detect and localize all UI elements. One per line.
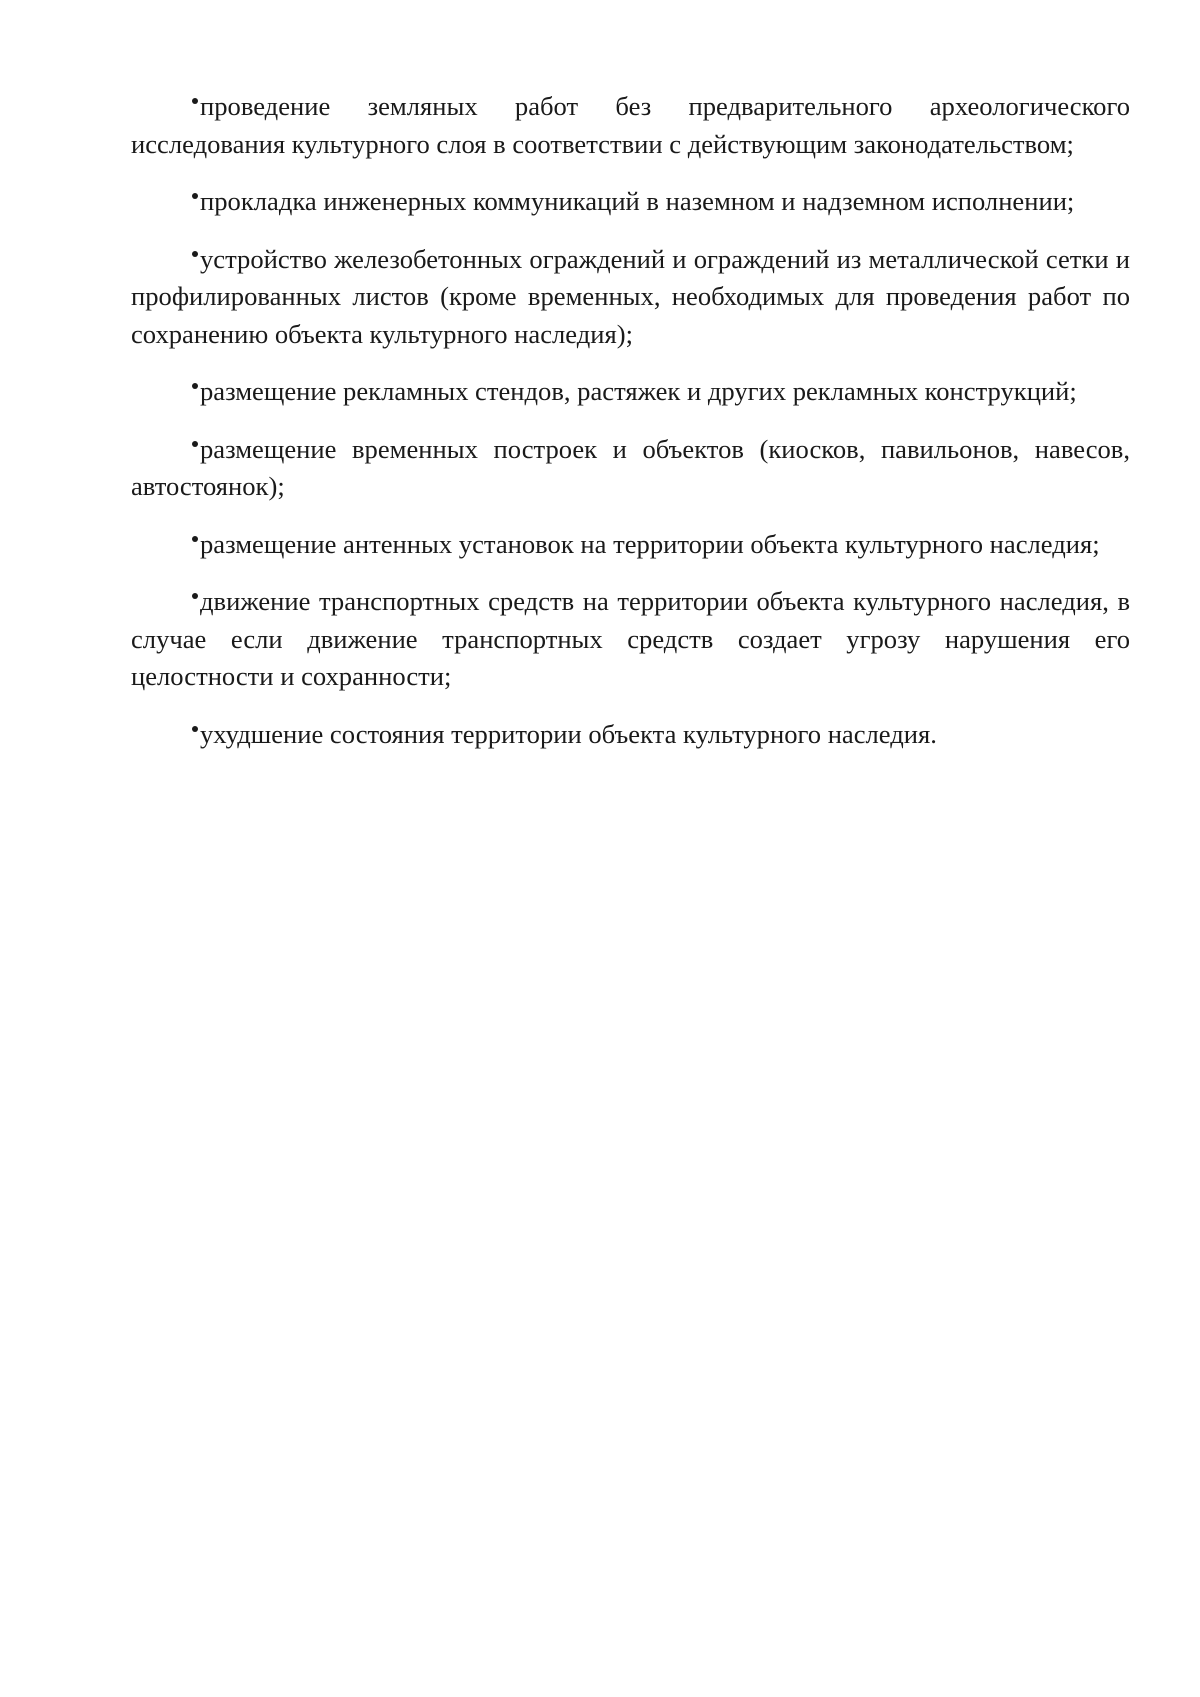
bullet-list [131, 88, 1130, 773]
list-item [131, 183, 1130, 221]
list-item-text: устройство железобетонных ограждений и ограждений из металлической сетки и профилированных листов (кроме временных, необходимых для проведения работ по сохранению объекта культурного наследия); [131, 243, 1130, 349]
list-item-text: ухудшение состояния территории объекта культурного наследия. [200, 718, 937, 749]
list-item [131, 431, 1130, 506]
list-item-text: размещение рекламных стендов, растяжек и других рекламных конструкций; [200, 376, 1077, 406]
list-item-text: прокладка инженерных коммуникаций в наземном и надземном исполнении; [200, 186, 1075, 216]
list-item-text: размещение антенных установок на территории объекта культурного наследия; [200, 528, 1100, 559]
list-item-text: движение транспортных средств на территории объекта культурного наследия, в случае если движение транспортных средств создает угрозу нарушения его целостности и сохранности; [131, 586, 1130, 691]
list-item [131, 373, 1130, 411]
list-item [131, 716, 1130, 754]
list-item [131, 241, 1130, 354]
list-item [131, 583, 1130, 696]
list-item-text: проведение земляных работ без предварительного археологического исследования культурного слоя в соответствии с действующим законодательством; [131, 91, 1130, 159]
list-item-text: размещение временных построек и объектов (киосков, павильонов, навесов, автостоянок); [131, 433, 1130, 501]
list-item [131, 526, 1130, 564]
list-item [131, 88, 1130, 163]
